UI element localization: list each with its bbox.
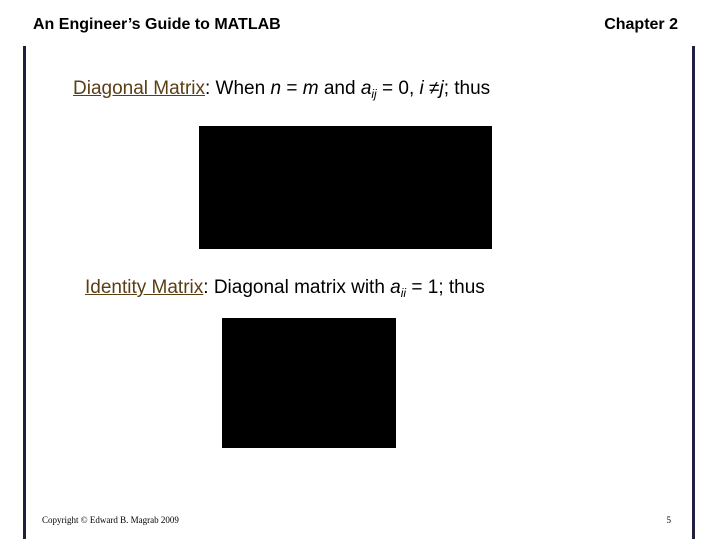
text: When: [210, 78, 271, 99]
text: and: [318, 78, 361, 99]
var-m: m: [302, 78, 319, 99]
diagonal-matrix-term[interactable]: Diagonal Matrix: [73, 78, 205, 99]
text: =: [281, 78, 303, 99]
identity-matrix-definition: [85, 277, 485, 300]
identity-matrix-term[interactable]: Identity Matrix: [85, 277, 204, 298]
var-a: a: [360, 78, 372, 99]
text: = 1; thus: [406, 277, 485, 298]
not-equal-sign: ≠: [423, 78, 440, 99]
text: ; thus: [443, 78, 491, 99]
slide-header-title: An Engineer’s Guide to MATLAB: [33, 16, 281, 33]
colon: :: [203, 277, 209, 298]
subscript-ii: ii: [400, 286, 407, 300]
var-j: j: [439, 78, 444, 99]
text: = 0,: [376, 78, 420, 99]
diagonal-matrix-image: [199, 126, 492, 249]
page-number: 5: [666, 515, 671, 525]
chapter-label: Chapter 2: [604, 16, 678, 33]
text: Diagonal matrix with: [208, 277, 391, 298]
copyright-notice: Copyright © Edward B. Magrab 2009: [42, 515, 179, 525]
var-i: i: [419, 78, 424, 99]
var-n: n: [270, 78, 282, 99]
identity-matrix-image: [222, 318, 396, 448]
diagonal-matrix-definition: [73, 78, 490, 101]
colon: :: [205, 78, 211, 99]
subscript-ij: ij: [371, 87, 377, 101]
var-a: a: [390, 277, 401, 298]
